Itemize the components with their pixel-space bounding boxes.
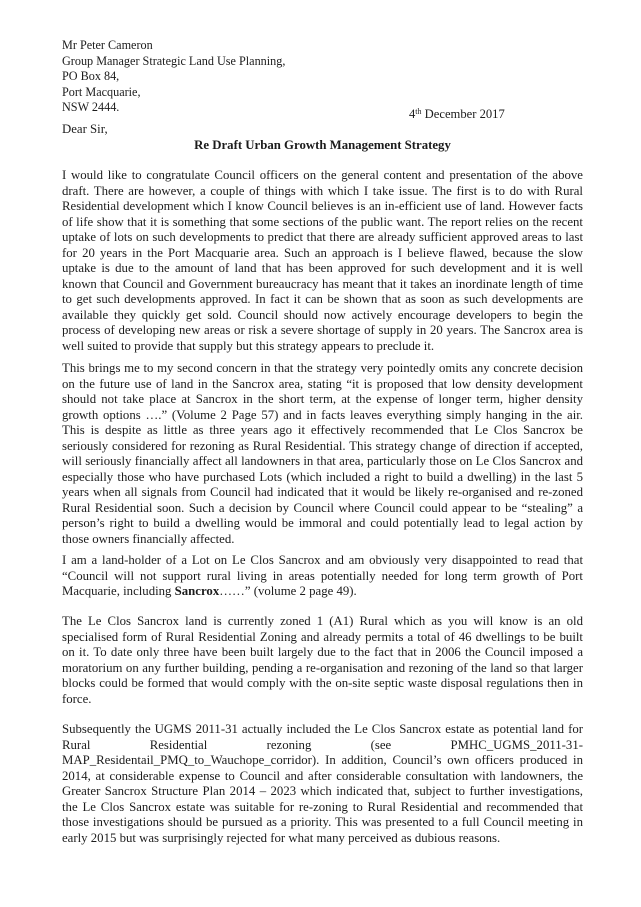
- date-ordinal-suffix: th: [415, 107, 422, 116]
- paragraph-3: [62, 553, 583, 600]
- recipient-city: Port Macquarie,: [62, 84, 141, 99]
- date-day: 4: [409, 107, 416, 121]
- paragraph-3-text-end: ……” (volume 2 page 49).: [219, 584, 357, 598]
- paragraph-1: I would like to congratulate Council officers on the general content and presentation of the above draft. There are however, a couple of things with which I take issue. The first is to do with Rural Residential development which I know Council believes is an in-efficient use of land. However facts of life show that it is something that some sections of the public want. The report relies on the recent uptake of lots on such developments to predict that there are already sufficient approved areas to last for 20 years in the Port Macquarie area. Such an approach is I believe flawed, because the slow uptake is due to the amount of land that has been approved for such development and it is well known that Council and Government bureaucracy has meant that it takes an inordinate length of time to get such developments approved. In fact it can be shown that as soon as such developments are available they quickly get sold. Council should now actively encourage developers to begin the process of developing new areas or risk a severe shortage of supply in 20 years. The Sancrox area is well suited to provide that supply but this strategy appears to preclude it.: [62, 168, 583, 353]
- salutation: Dear Sir,: [62, 122, 108, 136]
- date-month-year: December 2017: [421, 107, 505, 121]
- paragraph-3-text-start: I am a land-holder of a Lot on Le Clos Sancrox and am obviously very disappointed to read that “Council will not support rural living in areas potentially needed for long term growth of Port Macquarie, including: [62, 553, 583, 598]
- recipient-title: Group Manager Strategic Land Use Planning,: [62, 53, 286, 68]
- letter-date: [409, 107, 505, 122]
- paragraph-4: The Le Clos Sancrox land is currently zoned 1 (A1) Rural which as you will know is an old specialised form of Rural Residential Zoning and already permits a total of 46 dwellings to be built on it. To date only three have been built largely due to the fact that in 2006 the Council imposed a moratorium on any further building, pending a re-organisation and rezoning of the land so that larger blocks could be formed that would comply with the on-site septic waste disposal regulations then in force.: [62, 614, 583, 706]
- recipient-state-postcode: NSW 2444.: [62, 100, 120, 115]
- paragraph-5: Subsequently the UGMS 2011-31 actually included the Le Clos Sancrox estate as potential land for Rural Residential rezoning (see PMHC_UGMS_2011-31-MAP_Residentail_PMQ_to_Wauchope_corridor). In addition, Council’s own officers produced in 2014, at considerable expense to Council and after considerable consultation with landowners, the Greater Sancrox Structure Plan 2014 – 2023 which indicated that, subject to further investigations, the Le Clos Sancrox estate was suitable for re-zoning to Rural Residential and recommended that those investigations should be pursued as a priority. This was presented to a full Council meeting in early 2015 but was surprisingly rejected for what many perceived as dubious reasons.: [62, 722, 583, 845]
- recipient-address-block: [62, 38, 285, 116]
- paragraph-2: This brings me to my second concern in that the strategy very pointedly omits any concrete decision on the future use of land in the Sancrox area, stating “it is proposed that low density development should not take place at Sancrox in the short term, at the expense of longer term, higher density growth options ….” (Volume 2 Page 57) and in facts leaves everything simply hanging in the air. This is despite as little as three years ago it effectively recommended that Le Clos Sancrox be seriously considered for rezoning as Rural Residential. This strategy change of direction if accepted, will seriously financially affect all landowners in that area, particularly those on Le Clos Sancrox and especially those who have purchased Lots (which included a right to build a dwelling) in the last 5 years when all signals from Council had indicated that it would be likely re-organised and re-zoned Rural Residential soon. Such a decision by Council where Council could appear to be “stealing” a person’s right to build a dwelling would be immoral and could potentially lead to legal action by those owners financially affected.: [62, 361, 583, 546]
- recipient-name: Mr Peter Cameron: [62, 38, 153, 52]
- subject-line: Re Draft Urban Growth Management Strategy: [194, 138, 451, 152]
- paragraph-3-bold-sancrox: Sancrox: [174, 584, 220, 598]
- recipient-po-box: PO Box 84,: [62, 69, 120, 84]
